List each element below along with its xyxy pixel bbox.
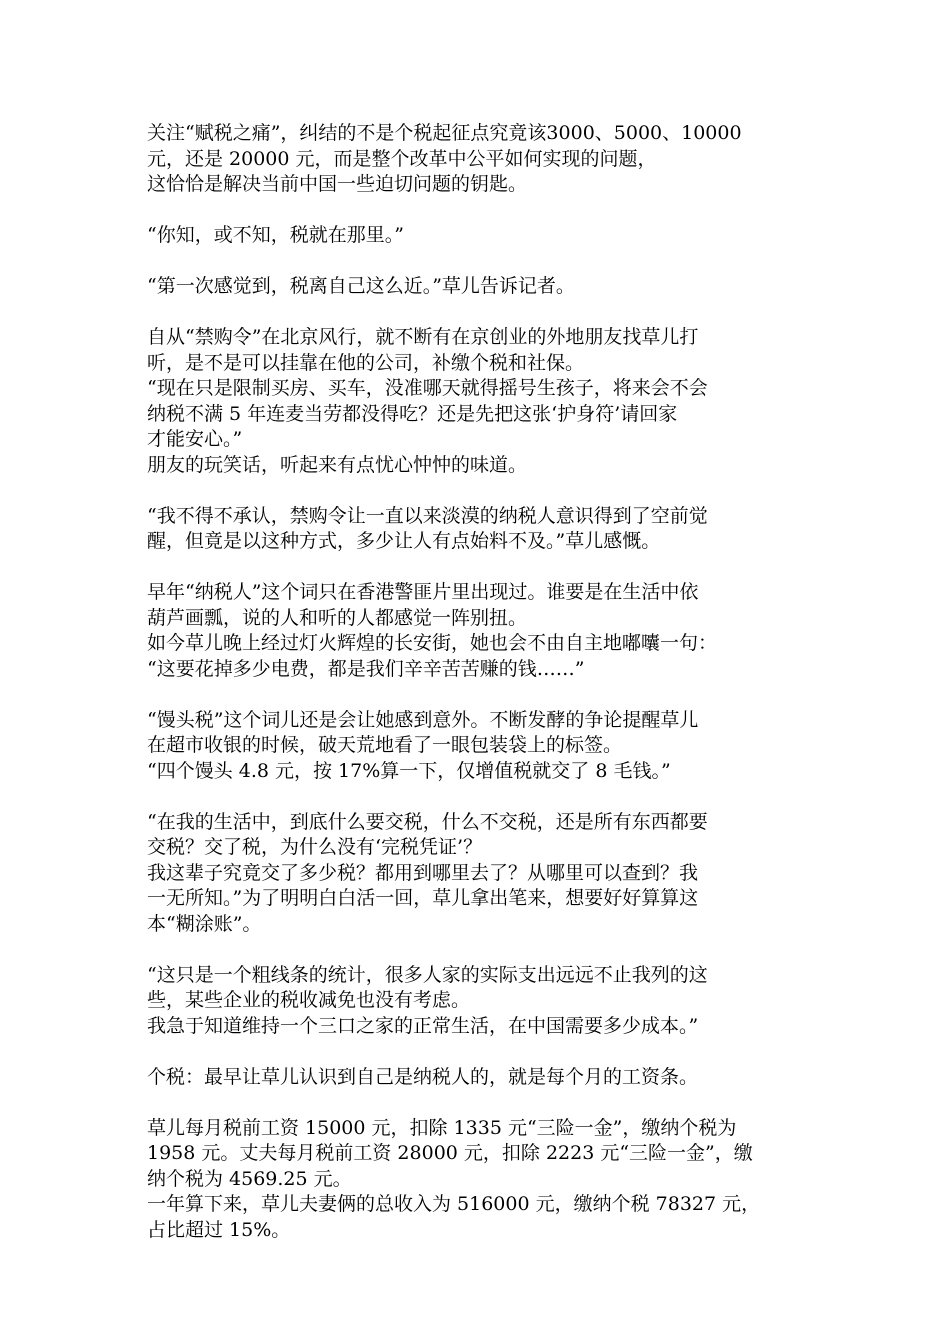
- text-line: 草儿每月税前工资 15000 元，扣除 1335 元“三险一金”，缴纳个税为: [147, 1116, 737, 1139]
- text-line: “馒头税”这个词儿还是会让她感到意外。不断发酵的争论提醒草儿: [147, 708, 699, 731]
- text-line: “四个馒头 4.8 元，按 17%算一下，仅增值税就交了 8 毛钱。”: [147, 759, 671, 782]
- text-line: “我不得不承认，禁购令让一直以来淡漠的纳税人意识得到了空前觉: [147, 504, 708, 527]
- paragraph: [147, 963, 812, 1040]
- document-body: [147, 121, 812, 1269]
- text-line: “你知，或不知，税就在那里。”: [147, 224, 404, 246]
- text-line: 我急于知道维持一个三口之家的正常生活，在中国需要多少成本。”: [147, 1014, 699, 1037]
- text-line: 听，是不是可以挂靠在他的公司，补缴个税和社保。: [147, 351, 585, 374]
- text-line: 交税？交了税，为什么没有‘完税凭证’？: [147, 836, 483, 858]
- text-line: “这只是一个粗线条的统计，很多人家的实际支出远远不止我列的这: [147, 963, 708, 986]
- paragraph: [147, 1065, 812, 1091]
- text-line: 纳个税为 4569.25 元。: [147, 1167, 352, 1190]
- paragraph: [147, 580, 812, 682]
- paragraph: [147, 504, 812, 555]
- paragraph: [147, 708, 812, 785]
- text-line: 个税：最早让草儿认识到自己是纳税人的，就是每个月的工资条。: [147, 1065, 699, 1088]
- text-line: 占比超过 15%。: [147, 1218, 291, 1241]
- paragraph: [147, 223, 812, 249]
- text-line: “第一次感觉到，税离自己这么近。”草儿告诉记者。: [147, 275, 575, 297]
- text-line: 醒，但竟是以这种方式，多少让人有点始料不及。”草儿感慨。: [147, 530, 661, 552]
- text-line: 一年算下来，草儿夫妻俩的总收入为 516000 元，缴纳个税 78327 元，: [147, 1193, 761, 1215]
- text-line: 关注“赋税之痛”，纠结的不是个税起征点究竟该3000、5000、10000: [147, 122, 742, 144]
- paragraph: [147, 121, 812, 198]
- text-line: 我这辈子究竟交了多少税？都用到哪里去了？从哪里可以查到？我: [147, 861, 699, 884]
- text-line: 如今草儿晚上经过灯火辉煌的长安街，她也会不由自主地嘟囔一句：: [147, 632, 718, 654]
- paragraph: [147, 325, 812, 478]
- text-line: 1958 元。丈夫每月税前工资 28000 元，扣除 2223 元“三险一金”，缴: [147, 1142, 753, 1164]
- text-line: 本“糊涂账”。: [147, 912, 262, 935]
- text-line: 才能安心。”: [147, 428, 243, 450]
- text-line: “在我的生活中，到底什么要交税，什么不交税，还是所有东西都要: [147, 810, 708, 833]
- text-line: 自从“禁购令”在北京风行，就不断有在京创业的外地朋友找草儿打: [147, 326, 699, 348]
- text-line: “这要花掉多少电费，都是我们辛辛苦苦赚的钱……”: [147, 657, 585, 680]
- text-line: 早年“纳税人”这个词只在香港警匪片里出现过。谁要是在生活中依: [147, 581, 699, 603]
- text-line: 纳税不满 5 年连麦当劳都没得吃？还是先把这张‘护身符’请回家: [147, 402, 678, 425]
- text-line: 在超市收银的时候，破天荒地看了一眼包装袋上的标签。: [147, 734, 623, 756]
- text-line: 葫芦画瓢，说的人和听的人都感觉一阵别扭。: [147, 606, 528, 629]
- paragraph: [147, 1116, 812, 1244]
- text-line: 这恰恰是解决当前中国一些迫切问题的钥匙。: [147, 173, 528, 195]
- text-line: “现在只是限制买房、买车，没准哪天就得摇号生孩子，将来会不会: [147, 377, 708, 399]
- paragraph: [147, 810, 812, 938]
- text-line: 朋友的玩笑话，听起来有点忧心忡忡的味道。: [147, 453, 528, 476]
- text-line: 元，还是 20000 元，而是整个改革中公平如何实现的问题，: [147, 147, 657, 170]
- text-line: 一无所知。”为了明明白白活一回，草儿拿出笔来，想要好好算算这: [147, 887, 699, 909]
- text-line: 些，某些企业的税收减免也没有考虑。: [147, 989, 471, 1011]
- paragraph: [147, 274, 812, 300]
